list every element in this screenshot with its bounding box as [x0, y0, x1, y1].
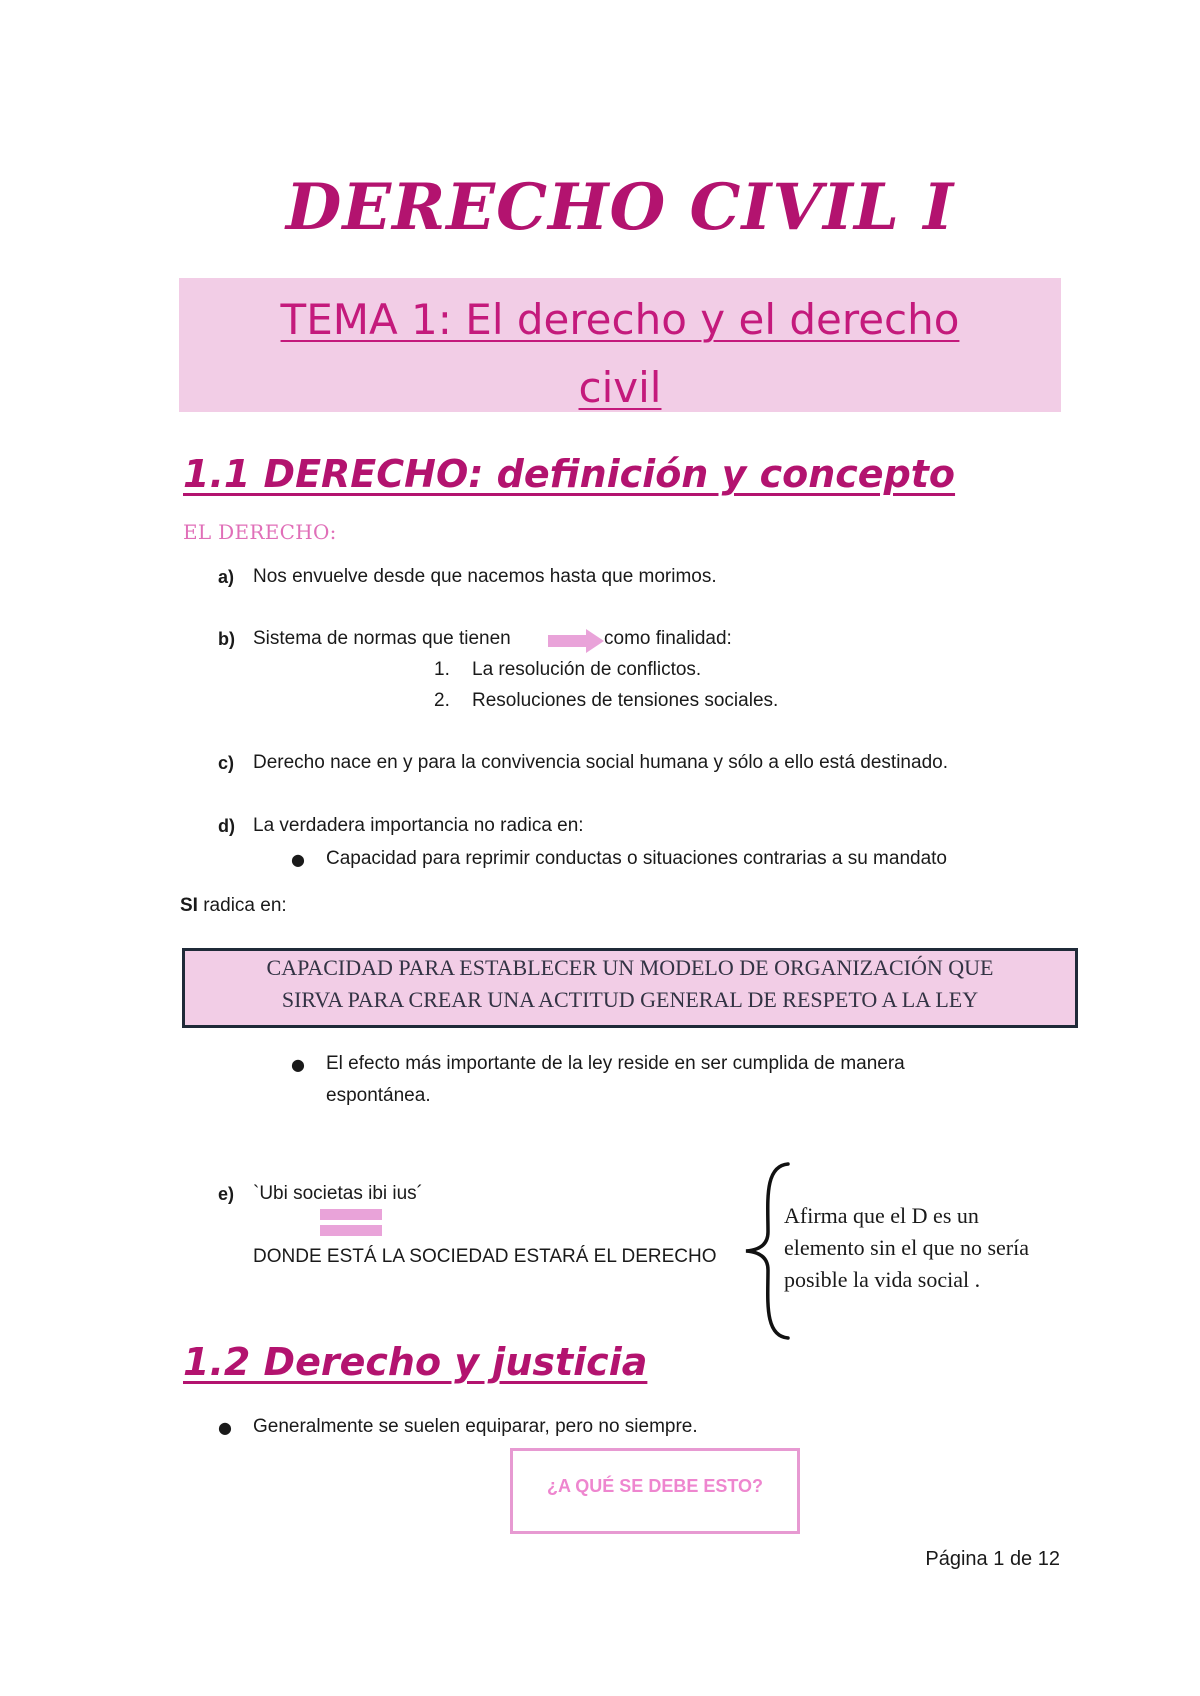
item-e-letter: e): [218, 1184, 235, 1204]
item-e-translation: DONDE ESTÁ LA SOCIEDAD ESTARÁ EL DERECHO: [253, 1246, 717, 1267]
item-d-bullet-text: Capacidad para reprimir conductas o situaciones contrarias a su mandato: [326, 848, 947, 869]
bullet-icon: ●: [291, 850, 305, 869]
item-b-text-before: Sistema de normas que tienen: [253, 628, 511, 649]
item-d-letter: d): [218, 816, 235, 836]
section-heading-1-2: 1.2 Derecho y justicia: [183, 1340, 648, 1384]
tema-title-line1: TEMA 1: El derecho y el derecho: [280, 295, 960, 344]
page-total: 12: [1037, 1548, 1060, 1570]
efecto-line2: espontánea.: [326, 1085, 431, 1106]
list-item-2-text: Resoluciones de tensiones sociales.: [472, 690, 779, 711]
list-item-1-number: 1.: [434, 659, 450, 680]
brace-note-line3: posible la vida social .: [784, 1267, 981, 1292]
brace-note-line2: elemento sin el que no sería: [784, 1235, 1029, 1260]
page-label: Página: [925, 1548, 988, 1570]
page-of: de: [1009, 1548, 1033, 1570]
brace-note: [784, 1200, 1074, 1296]
bullet-icon: ●: [218, 1418, 232, 1437]
item-a-text: Nos envuelve desde que nacemos hasta que morimos.: [253, 566, 717, 587]
efecto-line1: El efecto más importante de la ley reside en ser cumplida de manera: [326, 1053, 905, 1074]
brace-note-line1: Afirma que el D es un: [784, 1203, 979, 1228]
list-item-2-number: 2.: [434, 690, 450, 711]
page-number: [880, 1548, 1060, 1571]
item-d-text: La verdadera importancia no radica en:: [253, 815, 584, 836]
item-c-text: Derecho nace en y para la convivencia social humana y sólo a ello está destinado.: [253, 752, 948, 773]
page-current: 1: [993, 1548, 1005, 1570]
tema-title-line2: civil: [578, 363, 662, 412]
tema-title: [179, 286, 1061, 422]
highlight-text: [182, 952, 1078, 1016]
si-rest: radica en:: [197, 895, 287, 916]
equals-icon: [320, 1208, 382, 1238]
si-bold: SI: [180, 895, 198, 916]
item-b-letter: b): [218, 629, 235, 649]
list-item-1-text: La resolución de conflictos.: [472, 659, 702, 680]
si-radica-label: [180, 895, 287, 917]
question-text: ¿A QUÉ SE DEBE ESTO?: [546, 1476, 764, 1496]
right-arrow-icon: [548, 628, 604, 654]
item-e-text: `Ubi societas ibi ius´: [253, 1183, 423, 1204]
highlight-line2: SIRVA PARA CREAR UNA ACTITUD GENERAL DE RESPETO A LA LEY: [281, 987, 979, 1012]
item-c-letter: c): [218, 753, 235, 773]
bullet-icon: ●: [291, 1055, 305, 1074]
page-title: DERECHO CIVIL I: [285, 170, 955, 245]
item-a-letter: a): [218, 567, 235, 587]
section2-bullet-text: Generalmente se suelen equiparar, pero no siempre.: [253, 1416, 698, 1437]
highlight-line1: CAPACIDAD PARA ESTABLECER UN MODELO DE ORGANIZACIÓN QUE: [266, 955, 994, 980]
section-heading-1-1: 1.1 DERECHO: definición y concepto: [183, 452, 956, 496]
item-b-text-after: como finalidad:: [604, 628, 732, 649]
el-derecho-subheading: EL DERECHO:: [183, 520, 337, 544]
